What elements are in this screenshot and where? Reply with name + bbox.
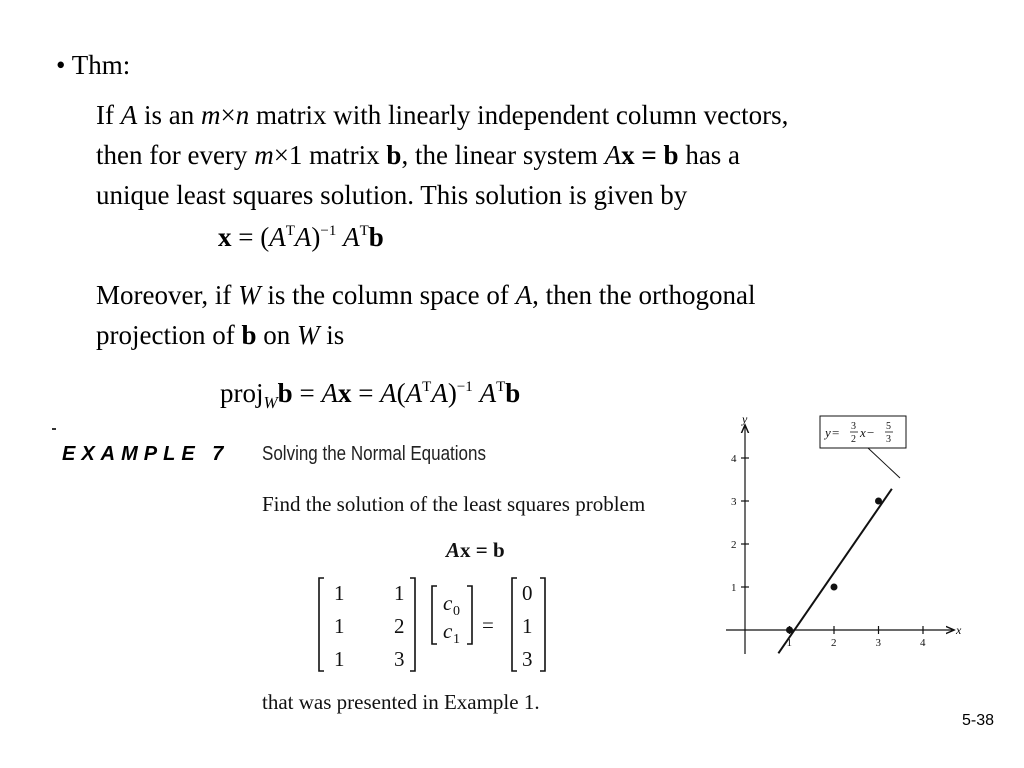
y-axis-label: y <box>742 412 748 426</box>
least-squares-graph <box>718 408 978 658</box>
y-tick-label: 4 <box>731 453 737 465</box>
x-tick-label: 2 <box>831 637 837 649</box>
vector-c-left-bracket <box>432 586 437 644</box>
x-axis-label: x <box>956 623 962 637</box>
svg-text:−: − <box>867 425 875 440</box>
vector-c-subscript: 0 <box>453 604 460 619</box>
y-tick-label: 1 <box>731 582 737 594</box>
vector-b-right-bracket <box>540 578 545 671</box>
vector-c-subscript: 1 <box>453 632 460 647</box>
theorem-line-3: unique least squares solution. This solution is given by <box>96 180 688 210</box>
scan-mark <box>52 428 56 430</box>
theorem-line-2: then for every m×1 matrix b, the linear system Ax = b has a <box>96 140 741 170</box>
projection-formula: proj$_W$b = $Ax = A(A^TA)^{-1}$ $A^Tb$ <box>220 378 521 412</box>
svg-text:=: = <box>832 425 840 440</box>
matrix-a-cell: 1 <box>334 581 345 605</box>
page-number: 5-38 <box>962 712 995 729</box>
moreover-line-2: projection of b on W is <box>96 320 345 350</box>
data-point <box>831 584 838 591</box>
vector-b-left-bracket <box>512 578 517 671</box>
svg-text:y: y <box>825 425 831 440</box>
moreover-text <box>96 275 756 355</box>
matrix-equation <box>310 572 560 677</box>
theorem-line-1: If A is an m×n matrix with linearly independent column vectors, <box>96 100 789 130</box>
vector-b-entry: 1 <box>522 614 533 638</box>
matrix-equals: = <box>482 613 494 637</box>
example-title: Solving the Normal Equations <box>262 443 486 465</box>
vector-c-right-bracket <box>467 586 472 644</box>
matrix-a-right-bracket <box>410 578 415 671</box>
data-point <box>875 498 882 505</box>
vector-b-entry: 0 <box>522 581 533 605</box>
vector-c-entry: c <box>443 591 453 615</box>
data-point <box>786 627 793 634</box>
matrix-a-cell: 2 <box>394 614 405 638</box>
callout-pointer <box>868 448 900 478</box>
y-tick-label: 2 <box>731 539 737 551</box>
least-squares-formula: $x = (A^TA)^{-1}$ $A^Tb$ <box>218 222 384 252</box>
matrix-a-cell: 3 <box>394 647 405 671</box>
x-tick-label: 3 <box>875 637 881 649</box>
svg-text:5: 5 <box>886 421 891 432</box>
regression-line <box>778 489 891 653</box>
thm-label: Thm: <box>71 50 131 80</box>
theorem-text <box>96 95 788 215</box>
svg-text:2: 2 <box>851 434 856 445</box>
matrix-a-cell: 1 <box>334 614 345 638</box>
matrix-a-left-bracket <box>319 578 324 671</box>
matrix-a-cell: 1 <box>394 581 405 605</box>
matrix-a-cell: 1 <box>334 647 345 671</box>
x-tick-label: 4 <box>920 637 926 649</box>
moreover-line-1: Moreover, if W is the column space of A, then the orthogonal <box>96 280 756 310</box>
svg-text:3: 3 <box>851 421 856 432</box>
vector-c-entry: c <box>443 619 453 643</box>
example-intro: Find the solution of the least squares problem <box>262 492 646 516</box>
example-footer: that was presented in Example 1. <box>262 690 540 714</box>
y-tick-label: 3 <box>731 496 737 508</box>
svg-text:x: x <box>860 425 866 440</box>
thm-bullet: • Thm: <box>56 50 131 80</box>
example-equation: Ax = b <box>446 538 505 562</box>
x-tick-label: 1 <box>786 637 792 649</box>
vector-b-entry: 3 <box>522 647 533 671</box>
svg-text:3: 3 <box>886 434 891 445</box>
example-header: EXAMPLE 7 <box>62 443 230 465</box>
